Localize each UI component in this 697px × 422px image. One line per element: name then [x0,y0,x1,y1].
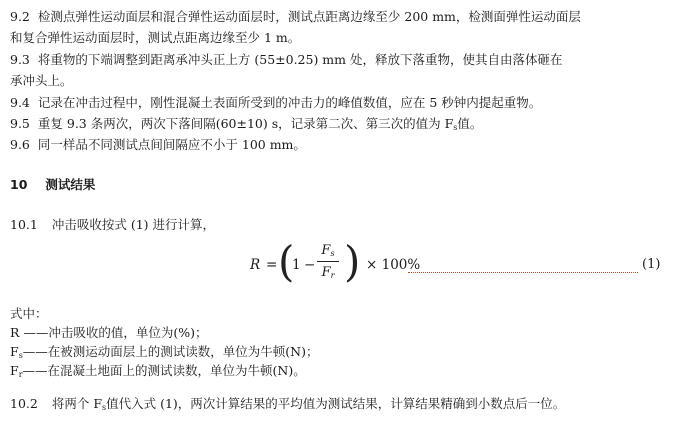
definition-subscript: r [18,370,23,379]
clause-text-end: 值。 [457,116,483,131]
clause-10-1 [10,216,215,234]
formula-fraction [317,241,339,282]
fraction-denominator: $F_r$ [321,265,335,280]
clause-9-3-line-2 [10,72,73,90]
clause-text: 记录在冲击过程中，刚性混凝土表面所受到的冲击力的峰值数值，应在 5 秒钟内提起重物。 [37,95,542,110]
formula-equals: = [266,257,278,273]
equation-number: (1) [642,257,661,272]
definition-symbol: F [10,344,19,359]
clause-9-3-line-1 [10,51,562,69]
formula-times-100-percent: × 100% [366,257,421,273]
clause-9-5 [10,115,482,137]
definition-text: ——冲击吸收的值，单位为(%)； [19,325,208,340]
definition-fr [10,362,306,384]
clause-text: 检测点弹性运动面层和混合弹性运动面层时，测试点距离边缘至少 200 mm，检测面弹性运动面层 [37,9,581,24]
clause-9-6 [10,136,306,154]
left-parenthesis: ( [278,237,295,286]
clause-text: 冲击吸收按式 (1) 进行计算， [51,217,215,232]
clause-9-4 [10,94,541,112]
definition-symbol: R [10,325,20,340]
dot-leader [408,258,638,273]
clause-text: 重复 9.3 条两次，两次下落间隔(60±10) s，记录第二次、第三次的值为 F [37,116,454,131]
clause-number: 9.2 [10,9,30,24]
subscript: s [102,403,107,412]
clause-number: 9.3 [10,52,30,67]
definition-r [10,324,208,342]
clause-text: 承冲头上。 [10,73,73,88]
clause-10-2 [10,395,565,417]
definition-text: ——在被测运动面层上的测试读数，单位为牛顿(N)； [22,344,319,359]
clause-text-end: 值代入式 (1)，两次计算结果的平均值为测试结果，计算结果精确到小数点后一位。 [106,396,566,411]
fraction-numerator: $F_s$ [321,243,335,258]
clause-text: 将两个 F [51,396,102,411]
clause-number: 10.1 [10,217,38,232]
formula-1 [250,238,670,290]
clause-text: 和复合弹性运动面层时，测试点距离边缘至少 1 m。 [10,30,301,45]
clause-text: 将重物的下端调整到距离承冲头正上方 (55±0.25) mm 处，释放下落重物，使其自由落体砸在 [37,52,563,67]
definition-subscript: s [18,351,23,360]
section-number: 10 [10,177,28,192]
subscript: s [453,123,458,132]
clause-9-2-line-1 [10,8,581,26]
clause-number: 9.4 [10,95,30,110]
section-heading [10,176,95,194]
definition-symbol: F [10,363,19,378]
formula-minus: − [304,257,316,273]
clause-text: 同一样品不同测试点间间隔应不小于 100 mm。 [37,137,306,152]
clause-number: 9.6 [10,137,30,152]
formula-lhs: R [250,257,261,273]
clause-number: 10.2 [10,396,38,411]
where-label: 式中： [10,306,48,321]
section-title: 测试结果 [45,177,96,192]
definition-text: ——在混凝土地面上的测试读数，单位为牛顿(N)。 [22,363,306,378]
clause-number: 9.5 [10,116,30,131]
right-parenthesis: ) [344,237,361,286]
formula-one: 1 [292,257,301,273]
clause-9-2-line-2 [10,29,300,47]
